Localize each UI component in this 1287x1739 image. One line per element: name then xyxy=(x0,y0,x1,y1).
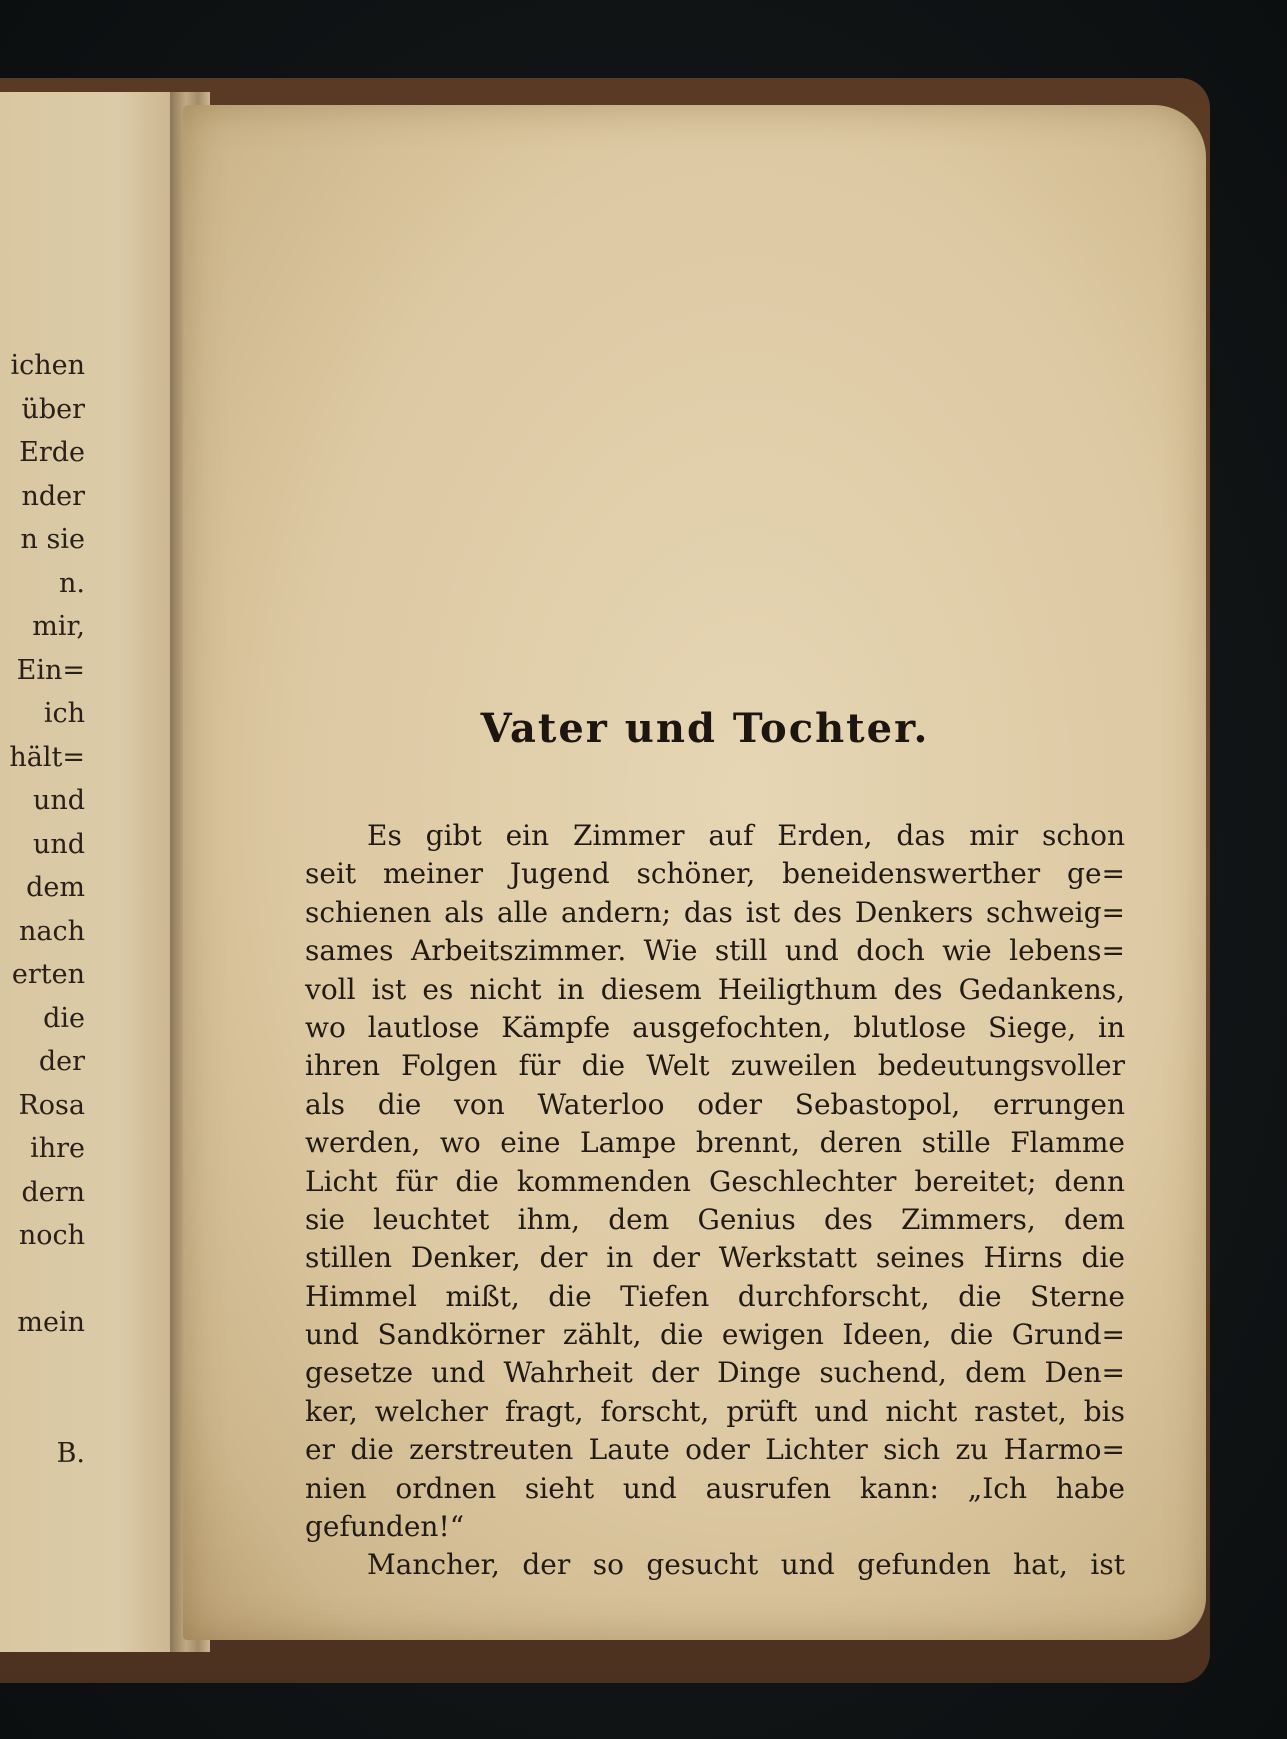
edge-word: ich xyxy=(43,698,85,729)
text-line: Mancher, der so gesucht und gefunden hat, ist xyxy=(367,1548,1125,1582)
edge-word xyxy=(0,1258,85,1302)
text-line: schienen als alle andern; das ist des Denkers schweig= xyxy=(305,895,1125,929)
page-text-block xyxy=(305,105,1125,1640)
left-page xyxy=(0,92,195,1652)
edge-word xyxy=(0,1345,85,1389)
edge-word: über xyxy=(21,393,85,425)
text-line: stillen Denker, der in der Werkstatt seines Hirns die xyxy=(305,1241,1125,1275)
text-line: Es gibt ein Zimmer auf Erden, das mir schon xyxy=(367,819,1125,852)
edge-word: ihre xyxy=(30,1133,85,1164)
text-line: seit meiner Jugend schöner, beneidenswerther ge= xyxy=(305,857,1125,891)
body-text xyxy=(305,817,1125,1585)
edge-word: mein xyxy=(17,1307,85,1338)
edge-word: nder xyxy=(21,480,85,512)
text-line: ker, welcher fragt, forscht, prüft und nicht rastet, bis xyxy=(305,1394,1125,1428)
text-line: sames Arbeitszimmer. Wie still und doch wie lebens= xyxy=(305,934,1125,968)
edge-word: Erde xyxy=(19,437,85,468)
edge-word: Ein= xyxy=(16,654,85,686)
text-line: ihren Folgen für die Welt zuweilen bedeutungsvoller xyxy=(305,1049,1125,1083)
text-line: und Sandkörner zählt, die ewigen Ideen, die Grund= xyxy=(305,1318,1125,1352)
edge-word: erten xyxy=(11,959,85,990)
edge-word: dem xyxy=(26,872,85,903)
edge-word: der xyxy=(38,1046,85,1077)
edge-word: noch xyxy=(18,1220,85,1251)
text-line: Licht für die kommenden Geschlechter bereitet; denn xyxy=(305,1164,1125,1198)
edge-word: die xyxy=(43,1002,85,1034)
text-line: gefunden!“ xyxy=(305,1510,465,1544)
right-page xyxy=(183,105,1206,1640)
text-line: werden, wo eine Lampe brennt, deren stille Flamme xyxy=(305,1126,1125,1160)
edge-word xyxy=(0,1388,85,1432)
text-line: er die zerstreuten Laute oder Lichter sich zu Harmo= xyxy=(305,1433,1125,1467)
edge-word: mir, xyxy=(32,611,85,642)
edge-word: nach xyxy=(19,915,85,947)
edge-word: dern xyxy=(21,1176,85,1208)
edge-word: ichen xyxy=(10,350,85,381)
edge-word: B. xyxy=(56,1437,85,1469)
edge-word: n. xyxy=(59,567,85,599)
text-line: voll ist es nicht in diesem Heiligthum des Gedankens, xyxy=(305,972,1125,1006)
text-line: sie leuchtet ihm, dem Genius des Zimmers, dem xyxy=(305,1202,1125,1236)
text-line: nien ordnen sieht und ausrufen kann: „Ich habe xyxy=(305,1471,1125,1505)
edge-word: hält= xyxy=(9,741,85,773)
chapter-title: Vater und Tochter. xyxy=(480,705,930,752)
text-line: gesetze und Wahrheit der Dinge suchend, dem Den= xyxy=(305,1356,1125,1390)
edge-word: n sie xyxy=(20,524,85,555)
text-line: als die von Waterloo oder Sebastopol, errungen xyxy=(305,1087,1125,1121)
edge-word: und xyxy=(32,785,85,816)
left-page-edge-words xyxy=(0,344,85,1475)
text-line: Himmel mißt, die Tiefen durchforscht, die Sterne xyxy=(305,1279,1125,1313)
edge-word: und xyxy=(32,828,85,860)
text-line: wo lautlose Kämpfe ausgefochten, blutlose Siege, in xyxy=(305,1010,1125,1044)
edge-word: Rosa xyxy=(18,1089,85,1121)
